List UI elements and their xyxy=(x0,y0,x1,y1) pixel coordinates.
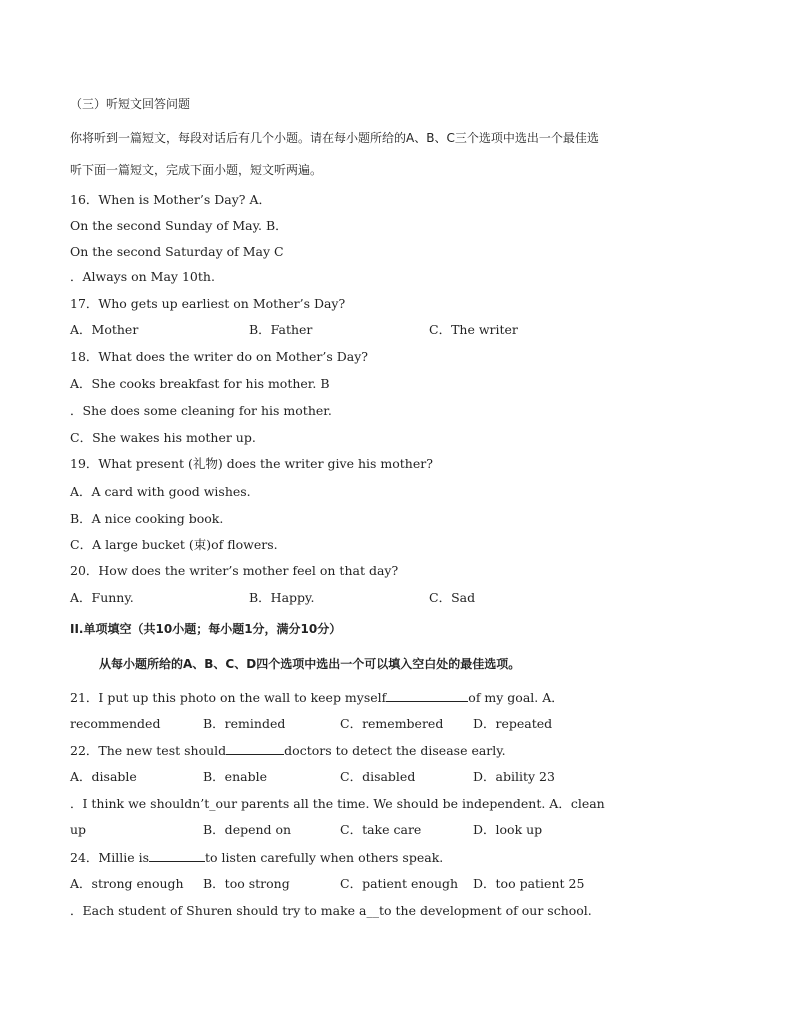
question-21-text-before: 21．I put up this photo on the wall to keep myself xyxy=(70,690,387,705)
question-21-option-a: recommended xyxy=(70,716,161,731)
question-22-text-after: doctors to detect the disease early. xyxy=(284,743,506,758)
question-18-option-c: C．She wakes his mother up. xyxy=(70,430,256,445)
answer-blank xyxy=(226,742,284,755)
question-22-option-a: A．disable xyxy=(70,769,137,784)
question-22-option-b: B．enable xyxy=(203,769,267,784)
question-21-stem xyxy=(70,689,564,706)
question-24-option-a: A．strong enough xyxy=(70,876,184,891)
question-24-option-d: D．too patient 25 xyxy=(473,876,585,891)
section-heading-listening: （三）听短文回答问题 xyxy=(70,97,191,111)
question-21-option-c: C．remembered xyxy=(340,716,444,731)
section-instruction: 从每小题所给的A、B、C、D四个选项中选出一个可以填入空白处的最佳选项。 xyxy=(99,657,521,671)
question-18-option-b: ．She does some cleaning for his mother. xyxy=(70,403,332,418)
question-21-option-d: D．repeated xyxy=(473,716,553,731)
question-23-option-d: D．look up xyxy=(473,822,543,837)
question-19-stem: 19．What present (礼物) does the writer give his mother? xyxy=(70,456,433,471)
question-19-option-b: B．A nice cooking book. xyxy=(70,511,224,526)
question-23-option-b: B．depend on xyxy=(203,822,292,837)
question-16-option-line: ．Always on May 10th. xyxy=(70,269,215,284)
question-20-option-c: C．Sad xyxy=(429,590,476,605)
question-20-option-b: B．Happy. xyxy=(249,590,315,605)
question-20-option-a: A．Funny. xyxy=(70,590,134,605)
question-23-option-a: up xyxy=(70,822,87,837)
question-22-text-before: 22．The new test should xyxy=(70,743,227,758)
instruction-line-1: 你将听到一篇短文，每段对话后有几个小题。请在每小题所给的A、B、C三个选项中选出一个最佳选 xyxy=(70,131,599,145)
question-16-option-line: On the second Saturday of May C xyxy=(70,244,284,259)
instruction-line-2: 听下面一篇短文，完成下面小题，短文听两遍。 xyxy=(70,163,323,177)
question-22-option-c: C．disabled xyxy=(340,769,416,784)
question-16-stem: 16．When is Mother’s Day? A． xyxy=(70,192,271,207)
question-17-option-a: A．Mother xyxy=(70,322,139,337)
question-22-stem xyxy=(70,742,506,759)
question-17-option-b: B．Father xyxy=(249,322,313,337)
question-19-option-c: C．A large bucket (束)of flowers. xyxy=(70,537,278,552)
question-16-option-line: On the second Sunday of May. B． xyxy=(70,218,288,233)
question-19-option-a: A．A card with good wishes. xyxy=(70,484,251,499)
question-21-text-after: of my goal. A． xyxy=(468,690,564,705)
question-24-option-b: B．too strong xyxy=(203,876,290,891)
answer-blank xyxy=(149,849,205,862)
answer-blank xyxy=(386,689,468,702)
question-24-text-after: to listen carefully when others speak. xyxy=(204,850,444,865)
question-18-option-a: A．She cooks breakfast for his mother. B xyxy=(70,376,330,391)
question-22-option-d: D．ability 23 xyxy=(473,769,555,784)
question-17-option-c: C．The writer xyxy=(429,322,518,337)
question-23-stem: ．I think we shouldn’t_our parents all the time. We should be independent. A．clean xyxy=(70,796,605,811)
question-23-option-c: C．take care xyxy=(340,822,422,837)
section-heading-single-choice: II.单项填空（共10小题；每小题1分，满分10分） xyxy=(70,622,342,636)
question-21-option-b: B．reminded xyxy=(203,716,286,731)
question-20-stem: 20．How does the writer’s mother feel on that day? xyxy=(70,563,399,578)
question-17-stem: 17．Who gets up earliest on Mother’s Day? xyxy=(70,296,346,311)
question-24-text-before: 24．Millie is xyxy=(70,850,149,865)
question-24-option-c: C．patient enough xyxy=(340,876,459,891)
question-24-stem xyxy=(70,849,443,866)
question-25-stem: ．Each student of Shuren should try to make a__to the development of our school. xyxy=(70,903,592,918)
question-18-stem: 18．What does the writer do on Mother’s Day? xyxy=(70,349,368,364)
